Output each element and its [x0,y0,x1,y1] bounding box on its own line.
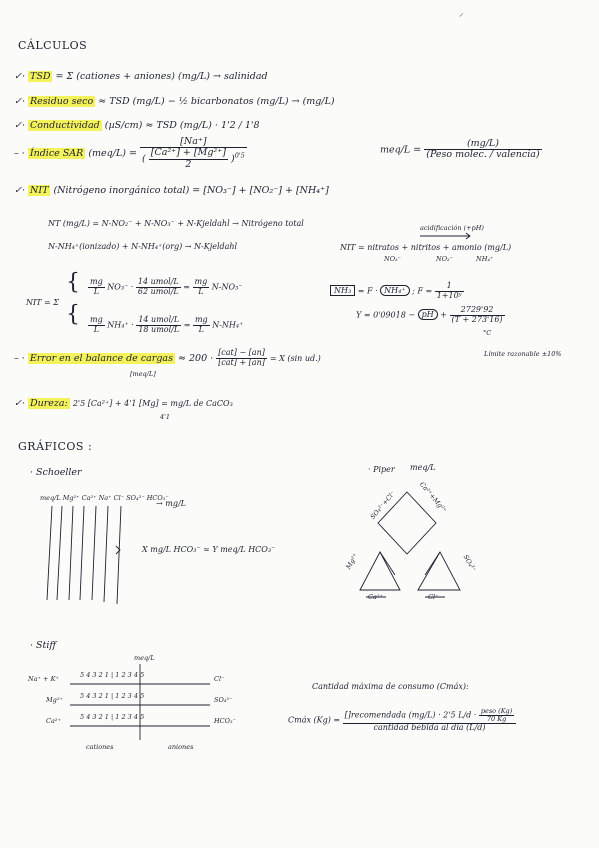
stiff-row-right: Cl⁻ [214,675,225,683]
nit-text: (Nitrógeno inorgánico total) = [NO₃⁻] + [NO₂⁻] + [NH₄⁺] [53,185,329,196]
error-unit: [meq/L] [130,370,156,378]
error-note: Límite razonable ±10% [484,350,562,358]
sar-numerator: [Na⁺] [140,137,247,148]
ph-circle: pH [418,309,438,320]
row1-den: L [93,286,100,296]
brace-icon: { [66,270,80,295]
row1-res: N-NO₃⁻ [211,282,243,292]
meq-lhs: meq/L = [380,144,422,156]
cmax-70kg: 70 Kg [486,715,507,724]
nit-sub-nh4: NH₄⁺ [476,255,494,263]
corner-mark: ⸝ [459,9,464,19]
f-den: 1+10ʸ [436,290,462,300]
row2-ion: NH₄⁺ · [107,320,134,330]
piper-anion: Cl⁻ [428,593,439,601]
cmax-denominator: cantidad bebida al día (L/d) [373,723,486,733]
acidificacion-label: acidificación (+pH) [420,224,484,232]
stiff-row-right: HCO₃⁻ [214,717,237,725]
row2-fden: 18 umol/L [138,324,180,334]
nit-sum-row1: $\frac{mg}{L}$ NO₃⁻ · $\frac{\text{14 umol/L}}{\text{62 umol/L}}$ = $\frac{mg}{L}$ N-NO₃⁻ [90,277,243,296]
stiff-row-right: SO₄²⁻ [214,696,233,704]
schoeller-chart [47,506,121,604]
schoeller-title: · Schoeller [30,467,82,478]
piper-cation: Ca²⁺ [368,593,383,601]
nit-equation: NIT = nitratos + nitritos + amonio (mg/L) [340,243,512,252]
stiff-row-left: Ca²⁺ [46,717,61,725]
sar-den-inner: [Ca²⁺] + [Mg²⁺] [150,147,226,159]
row1-rnum: mg [194,277,208,286]
nt-line: NT (mg/L) = N-NO₂⁻ + N-NO₃⁻ + N-Kjeldahl → Nitrógeno total [48,219,304,228]
piper-right: SO₄²⁻ [461,553,478,574]
row2-den: L [93,324,100,334]
nit-sub-no3: NO₃⁻ [384,255,402,263]
row2-fnum: 14 umol/L [138,315,180,324]
stiff-row-scale: 5 4 3 2 1 | 1 2 3 4 5 [80,692,145,700]
piper-unit: meq/L [410,463,436,472]
stiff-row-scale: 5 4 3 2 1 | 1 2 3 4 5 [80,671,145,679]
row2-res: N-NH₄⁺ [212,320,244,330]
row1-ion: NO₃⁻ · [107,282,134,292]
graficos-title: GRÁFICOS : [18,440,93,453]
piper-left: Mg²⁺ [344,551,360,571]
nit-sum-lhs: NIT = Σ [26,298,59,307]
nh3-mid: = F · [357,286,378,296]
nit-sum-row2: $\frac{mg}{L}$ NH₄⁺ · $\frac{\text{14 umol/L}}{\text{18 umol/L}}$ = $\frac{mg}{L}$ N-NH₄⁺ [90,315,244,334]
check-icon: ✓· [14,71,25,82]
error-eq: ≈ 200 · [178,352,214,364]
piper-diagram [360,489,460,597]
error-den: [cat] + [an] [218,357,265,367]
row2-rden: L [198,324,204,334]
row1-fnum: 14 umol/L [137,277,179,286]
row1-fden: 62 umol/L [137,286,179,296]
schoeller-ions: meq/L Mg²⁺ Ca²⁺ Na⁺ Cl⁻ SO₄²⁻ HCO₃⁻ [40,494,169,502]
stiff-row-left: Na⁺ + K⁺ [28,675,59,683]
row1-num: mg [90,277,103,286]
cmax-title: Cantidad máxima de consumo (Cmáx): [312,682,469,691]
cmax-num-text: []recomendada (mg/L) · 2'5 L/d · [344,710,477,720]
row2-rnum: mg [194,315,208,324]
conductividad-label: Conductividad [30,120,100,131]
cmax-lhs: Cmáx (Kg) = [288,715,341,725]
nh3-f: ; F = [412,286,433,296]
sar-exponent: 0'5 [234,151,245,160]
check-icon: ✓· [14,96,25,107]
schoeller-conv: X mg/L HCO₃⁻ ≈ Y meq/L HCO₃⁻ [142,545,276,554]
stiff-cationes: cationes [86,743,114,751]
meq-denominator: (Peso molec. / valencia) [426,149,540,161]
nit-sub-no2: NO₂⁻ [436,255,454,263]
error-label: Error en el balance de cargas [29,352,173,364]
sar-den-two: 2 [185,158,192,170]
page-title: CÁLCULOS [18,39,88,52]
dash-icon: – · [14,352,25,364]
residuo-text: ≈ TSD (mg/L) − ½ bicarbonatos (mg/L) → (mg/L) [98,96,335,107]
dureza-label: Dureza: [30,398,68,409]
check-icon: ✓· [14,185,25,196]
dash-icon: – · [14,148,25,160]
nh4-circle: NH₄⁺ [380,285,409,296]
dureza-under: 4'1 [160,413,171,421]
error-num: [cat] − [an] [218,348,265,357]
sar-denominator: ( $\frac{\text{[Ca²⁺] + [Mg²⁺]}}{2}$ )$^{0'5}$ [142,147,245,170]
dureza-text: 2'5 [Ca²⁺] + 4'1 [Mg] = mg/L de CaCO₃ [72,399,233,408]
y-num: 2729'92 [450,306,505,316]
stiff-row-left: Mg²⁺ [46,696,63,704]
brace-icon: { [66,302,80,327]
tsd-text: = Σ (cationes + aniones) (mg/L) → salinidad [55,71,268,82]
y-plus: + [440,310,447,320]
tsd-label: TSD [30,71,51,82]
meq-numerator: (mg/L) [424,139,541,150]
sar-lhs: (meq/L) = [88,148,137,160]
row2-num: mg [90,315,103,324]
check-icon: ✓· [14,120,25,131]
piper-title: · Piper [368,465,395,474]
check-icon: ✓· [14,398,25,409]
stiff-row-scale: 5 4 3 2 1 | 1 2 3 4 5 [80,713,145,721]
piper-top-right: Ca²⁺+Mg²⁺ [418,480,449,515]
nit-label: NIT [30,185,49,196]
f-num: 1 [435,282,464,292]
row1-rden: L [198,286,204,296]
y-celsius: °C [483,329,492,337]
error-res: = X (sin ud.) [269,353,321,363]
y-den: (T + 273'16) [451,314,503,324]
stiff-title: · Stiff [30,640,57,651]
stiff-chart [70,664,210,740]
stiff-unit: meq/L [134,654,155,662]
cmax-peso: peso (Kg) [480,707,513,715]
residuo-label: Residuo seco [30,96,94,107]
conductividad-text: (µS/cm) ≈ TSD (mg/L) · 1'2 / 1'8 [104,120,260,131]
nh3-box: NH₃ [330,285,355,296]
nnh-line: N-NH₄⁺(ionizado) + N-NH₄⁺(org) → N-Kjeldahl [48,242,238,251]
y-lhs: Y = 0'09018 − [356,310,416,320]
stiff-aniones: aniones [168,743,194,751]
piper-top-left: SO₄²⁻+Cl⁻ [368,489,397,521]
schoeller-arrow: → mg/L [156,499,186,508]
sar-label: Índice SAR [29,148,84,160]
